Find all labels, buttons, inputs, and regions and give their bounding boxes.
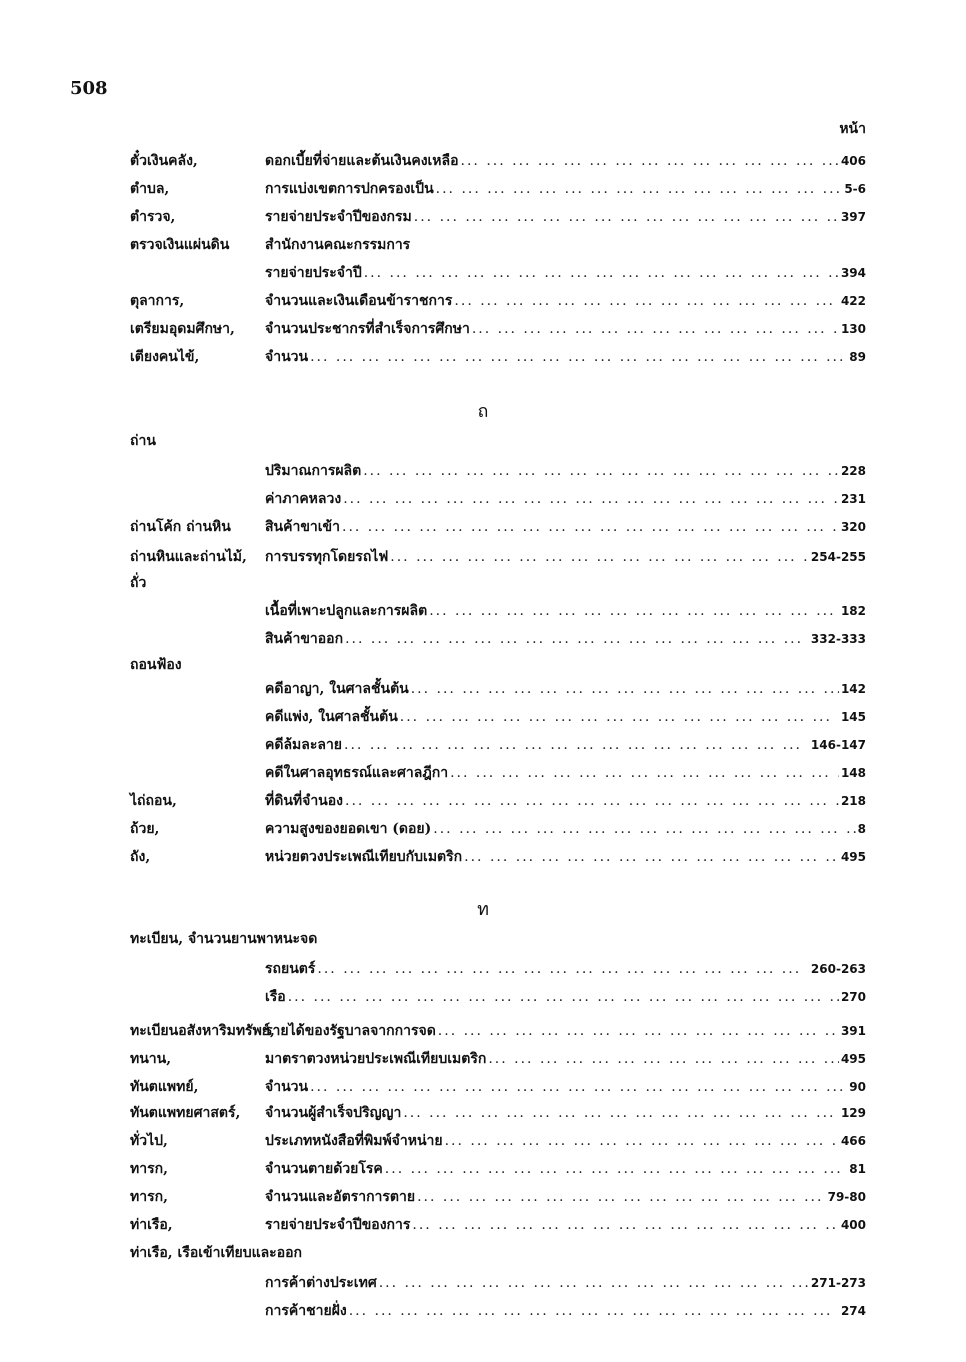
dot-leader <box>400 704 839 730</box>
index-term: ตำบล, <box>130 181 170 197</box>
index-term: ทารก, <box>130 1189 168 1205</box>
index-line <box>265 704 866 730</box>
index-page-ref: 231 <box>840 492 866 506</box>
dot-leader <box>364 260 839 286</box>
index-line <box>265 956 866 982</box>
dot-leader <box>450 760 839 786</box>
index-entry <box>0 1074 966 1100</box>
dot-leader <box>310 1074 847 1100</box>
index-page-ref: 495 <box>840 1052 866 1066</box>
index-page-ref: 271-273 <box>810 1276 866 1290</box>
index-line <box>265 816 866 842</box>
index-description: จำนวนและอัตราการตาย <box>265 1189 416 1205</box>
index-description: รายจ่ายประจำปีของการ <box>265 1217 411 1233</box>
index-term: ทันตแพทยศาสตร์, <box>130 1105 241 1121</box>
dot-leader <box>385 1156 848 1182</box>
index-entry <box>0 704 966 730</box>
dot-leader <box>317 956 809 982</box>
index-term: ไถ่ถอน, <box>130 793 177 809</box>
section-letter: ท <box>477 899 489 920</box>
index-page-ref: 89 <box>849 350 866 364</box>
index-line <box>265 1212 866 1238</box>
dot-leader <box>445 1128 839 1154</box>
index-entry <box>0 1212 966 1238</box>
index-term: ตำรวจ, <box>130 209 176 225</box>
index-description: คดีในศาลอุทธรณ์และศาลฎีกา <box>265 765 449 781</box>
index-term: เตียงคนไข้, <box>130 349 200 365</box>
index-line <box>265 1128 866 1154</box>
index-description: เรือ <box>265 989 286 1005</box>
index-page-ref: 130 <box>840 322 866 336</box>
index-entry <box>0 514 966 540</box>
dot-leader <box>488 1046 839 1072</box>
index-description: การแบ่งเขตการปกครองเป็น <box>265 181 434 197</box>
dot-leader <box>343 486 839 512</box>
index-line <box>265 984 866 1010</box>
index-line <box>265 626 866 652</box>
index-entry <box>0 1128 966 1154</box>
index-page-ref: 81 <box>849 1162 866 1176</box>
index-description: ค่าภาคหลวง <box>265 491 342 507</box>
index-description: จำนวนและเงินเดือนข้าราชการ <box>265 293 453 309</box>
index-description: เนื้อที่เพาะปลูกและการผลิต <box>265 603 428 619</box>
index-page-ref: 145 <box>840 710 866 724</box>
index-page-ref: 146-147 <box>810 738 866 752</box>
index-line <box>265 1270 866 1296</box>
index-page-ref: 397 <box>840 210 866 224</box>
index-line <box>265 204 866 230</box>
index-entry <box>0 760 966 786</box>
index-description: สินค้าขาเข้า <box>265 519 340 535</box>
index-line <box>265 232 866 258</box>
index-line <box>265 676 866 702</box>
dot-leader <box>412 1212 839 1238</box>
index-line <box>265 1100 866 1126</box>
dot-leader <box>344 732 809 758</box>
index-term: ตรวจเงินแผ่นดิน <box>130 237 230 253</box>
index-term: ท่าเรือ, <box>130 1217 173 1233</box>
index-entry <box>0 1184 966 1210</box>
index-term: ถอนฟ้อง <box>130 657 182 673</box>
dot-leader <box>472 316 839 342</box>
index-term: ตุลาการ, <box>130 293 185 309</box>
index-line <box>265 1074 866 1100</box>
index-entry <box>0 1100 966 1126</box>
index-description: คดีแพ่ง, ในศาลชั้นต้น <box>265 709 398 725</box>
index-description: ดอกเบี้ยที่จ่ายและต้นเงินคงเหลือ <box>265 153 459 169</box>
index-entry <box>0 1298 966 1324</box>
dot-leader <box>438 1018 839 1044</box>
index-term: ถ่านหินและถ่านไม้, <box>130 549 247 565</box>
index-term: ถ่านโค้ก ถ่านหิน <box>130 519 231 535</box>
index-description: จำนวน <box>265 1079 309 1095</box>
index-term: ทารก, <box>130 1161 168 1177</box>
page-column-label: หน้า <box>839 121 866 137</box>
dot-leader <box>349 1298 839 1324</box>
index-entry <box>0 984 966 1010</box>
index-entry <box>0 676 966 702</box>
index-entry <box>0 732 966 758</box>
index-description: รายจ่ายประจำปีของกรม <box>265 209 412 225</box>
index-entry <box>0 1270 966 1296</box>
index-line <box>265 760 866 786</box>
index-description: ปริมาณการผลิต <box>265 463 362 479</box>
index-term: ถ้วย, <box>130 821 160 837</box>
index-line <box>265 1298 866 1324</box>
index-page-ref: 182 <box>840 604 866 618</box>
index-description: หน่วยตวงประเพณีเทียบกับเมตริก <box>265 849 463 865</box>
index-page-ref: 90 <box>849 1080 866 1094</box>
page-number: 508 <box>70 78 108 99</box>
index-line <box>265 458 866 484</box>
index-page-ref: 400 <box>840 1218 866 1232</box>
index-term: ถัง, <box>130 849 151 865</box>
index-page-ref: 218 <box>840 794 866 808</box>
index-page-ref: 391 <box>840 1024 866 1038</box>
index-page-ref: 8 <box>857 822 866 836</box>
index-line <box>265 316 866 342</box>
index-entry <box>0 148 966 174</box>
index-page-ref: 274 <box>840 1304 866 1318</box>
index-entry <box>0 816 966 842</box>
dot-leader <box>411 676 839 702</box>
index-term: ทนาน, <box>130 1051 172 1067</box>
index-description: ที่ดินที่จำนอง <box>265 793 343 809</box>
index-entry <box>0 1156 966 1182</box>
index-line <box>265 514 866 540</box>
index-entry <box>0 232 966 258</box>
index-description: สินค้าขาออก <box>265 631 344 647</box>
index-page-ref: 406 <box>840 154 866 168</box>
index-description: การค้าชายฝั่ง <box>265 1303 347 1319</box>
index-entry <box>0 1018 966 1044</box>
index-page-ref: 79-80 <box>827 1190 866 1204</box>
dot-leader <box>436 176 843 202</box>
index-entry <box>0 428 966 454</box>
dot-leader <box>417 1184 826 1210</box>
index-entry <box>0 626 966 652</box>
index-term: ทั่วไป, <box>130 1133 168 1149</box>
index-description: การบรรทุกโดยรถไฟ <box>265 549 389 565</box>
index-entry <box>0 204 966 230</box>
index-page-ref: 5-6 <box>844 182 866 196</box>
index-term: เตรียมอุดมศึกษา, <box>130 321 235 337</box>
index-line <box>265 176 866 202</box>
index-page-ref: 320 <box>840 520 866 534</box>
index-description: จำนวน <box>265 349 309 365</box>
index-entry <box>0 844 966 870</box>
index-page-ref: 254-255 <box>810 550 866 564</box>
dot-leader <box>310 344 847 370</box>
index-term: ทะเบียนอสังหาริมทรัพย์, <box>130 1023 275 1039</box>
dot-leader <box>288 984 839 1010</box>
index-line <box>265 1184 866 1210</box>
index-page-ref: 129 <box>840 1106 866 1120</box>
index-term: ทันตแพทย์, <box>130 1079 199 1095</box>
index-page-ref: 495 <box>840 850 866 864</box>
dot-leader <box>345 626 809 652</box>
index-heading: ท่าเรือ, เรือเข้าเทียบและออก <box>130 1245 302 1261</box>
index-description: มาตราตวงหน่วยประเพณีเทียบเมตริก <box>265 1051 487 1067</box>
dot-leader <box>414 204 839 230</box>
index-page-ref: 142 <box>840 682 866 696</box>
index-heading: ทะเบียน, จำนวนยานพาหนะจด <box>130 931 318 947</box>
index-entry <box>0 288 966 314</box>
index-entry <box>0 316 966 342</box>
index-page-ref: 228 <box>840 464 866 478</box>
index-description: รายจ่ายประจำปี <box>265 265 362 281</box>
index-entry <box>0 652 966 678</box>
index-page-ref: 394 <box>840 266 866 280</box>
index-entry <box>0 1046 966 1072</box>
dot-leader <box>433 816 855 842</box>
index-line <box>265 844 866 870</box>
index-entry <box>0 260 966 286</box>
index-page-ref: 422 <box>840 294 866 308</box>
index-line <box>265 1018 866 1044</box>
index-entry <box>0 956 966 982</box>
dot-leader <box>454 288 839 314</box>
index-line <box>265 148 866 174</box>
index-entry <box>0 598 966 624</box>
dot-leader <box>390 544 809 570</box>
dot-leader <box>342 514 839 540</box>
index-entry <box>0 570 966 596</box>
section-letter: ถ <box>477 401 489 422</box>
dot-leader <box>363 458 839 484</box>
dot-leader <box>345 788 839 814</box>
dot-leader <box>403 1100 839 1126</box>
index-line <box>265 732 866 758</box>
index-entry <box>0 486 966 512</box>
index-page-ref: 332-333 <box>810 632 866 646</box>
index-entry <box>0 788 966 814</box>
index-page-ref: 260-263 <box>810 962 866 976</box>
index-line <box>265 344 866 370</box>
index-line <box>265 260 866 286</box>
dot-leader <box>379 1270 809 1296</box>
index-description: รายได้ของรัฐบาลจากการจด <box>265 1023 436 1039</box>
index-entry <box>0 544 966 570</box>
index-line <box>265 486 866 512</box>
index-line <box>265 288 866 314</box>
index-entry <box>0 344 966 370</box>
index-page-ref: 466 <box>840 1134 866 1148</box>
index-description: สำนักงานคณะกรรมการ <box>265 237 411 253</box>
index-line <box>265 544 866 570</box>
index-description: จำนวนประชากรที่สำเร็จการศึกษา <box>265 321 470 337</box>
index-term: ถั่ว <box>130 575 147 591</box>
index-line <box>265 788 866 814</box>
index-entry <box>0 176 966 202</box>
index-description: คดีล้มละลาย <box>265 737 343 753</box>
index-description: การค้าต่างประเทศ <box>265 1275 377 1291</box>
dot-leader <box>464 844 839 870</box>
index-description: จำนวนตายด้วยโรค <box>265 1161 383 1177</box>
index-line <box>265 1046 866 1072</box>
index-term: ตั๋วเงินคลัง, <box>130 153 198 169</box>
index-entry <box>0 458 966 484</box>
index-page-ref: 270 <box>840 990 866 1004</box>
index-description: คดีอาญา, ในศาลชั้นต้น <box>265 681 409 697</box>
dot-leader <box>429 598 839 624</box>
index-description: ประเภทหนังสือที่พิมพ์จำหน่าย <box>265 1133 443 1149</box>
index-line <box>265 598 866 624</box>
index-description: จำนวนผู้สำเร็จปริญญา <box>265 1105 402 1121</box>
index-page-ref: 148 <box>840 766 866 780</box>
index-description: ความสูงของยอดเขา (ดอย) <box>265 821 432 837</box>
index-term: ถ่าน <box>130 433 156 449</box>
index-description: รถยนตร์ <box>265 961 316 977</box>
index-line <box>265 1156 866 1182</box>
dot-leader <box>461 148 839 174</box>
